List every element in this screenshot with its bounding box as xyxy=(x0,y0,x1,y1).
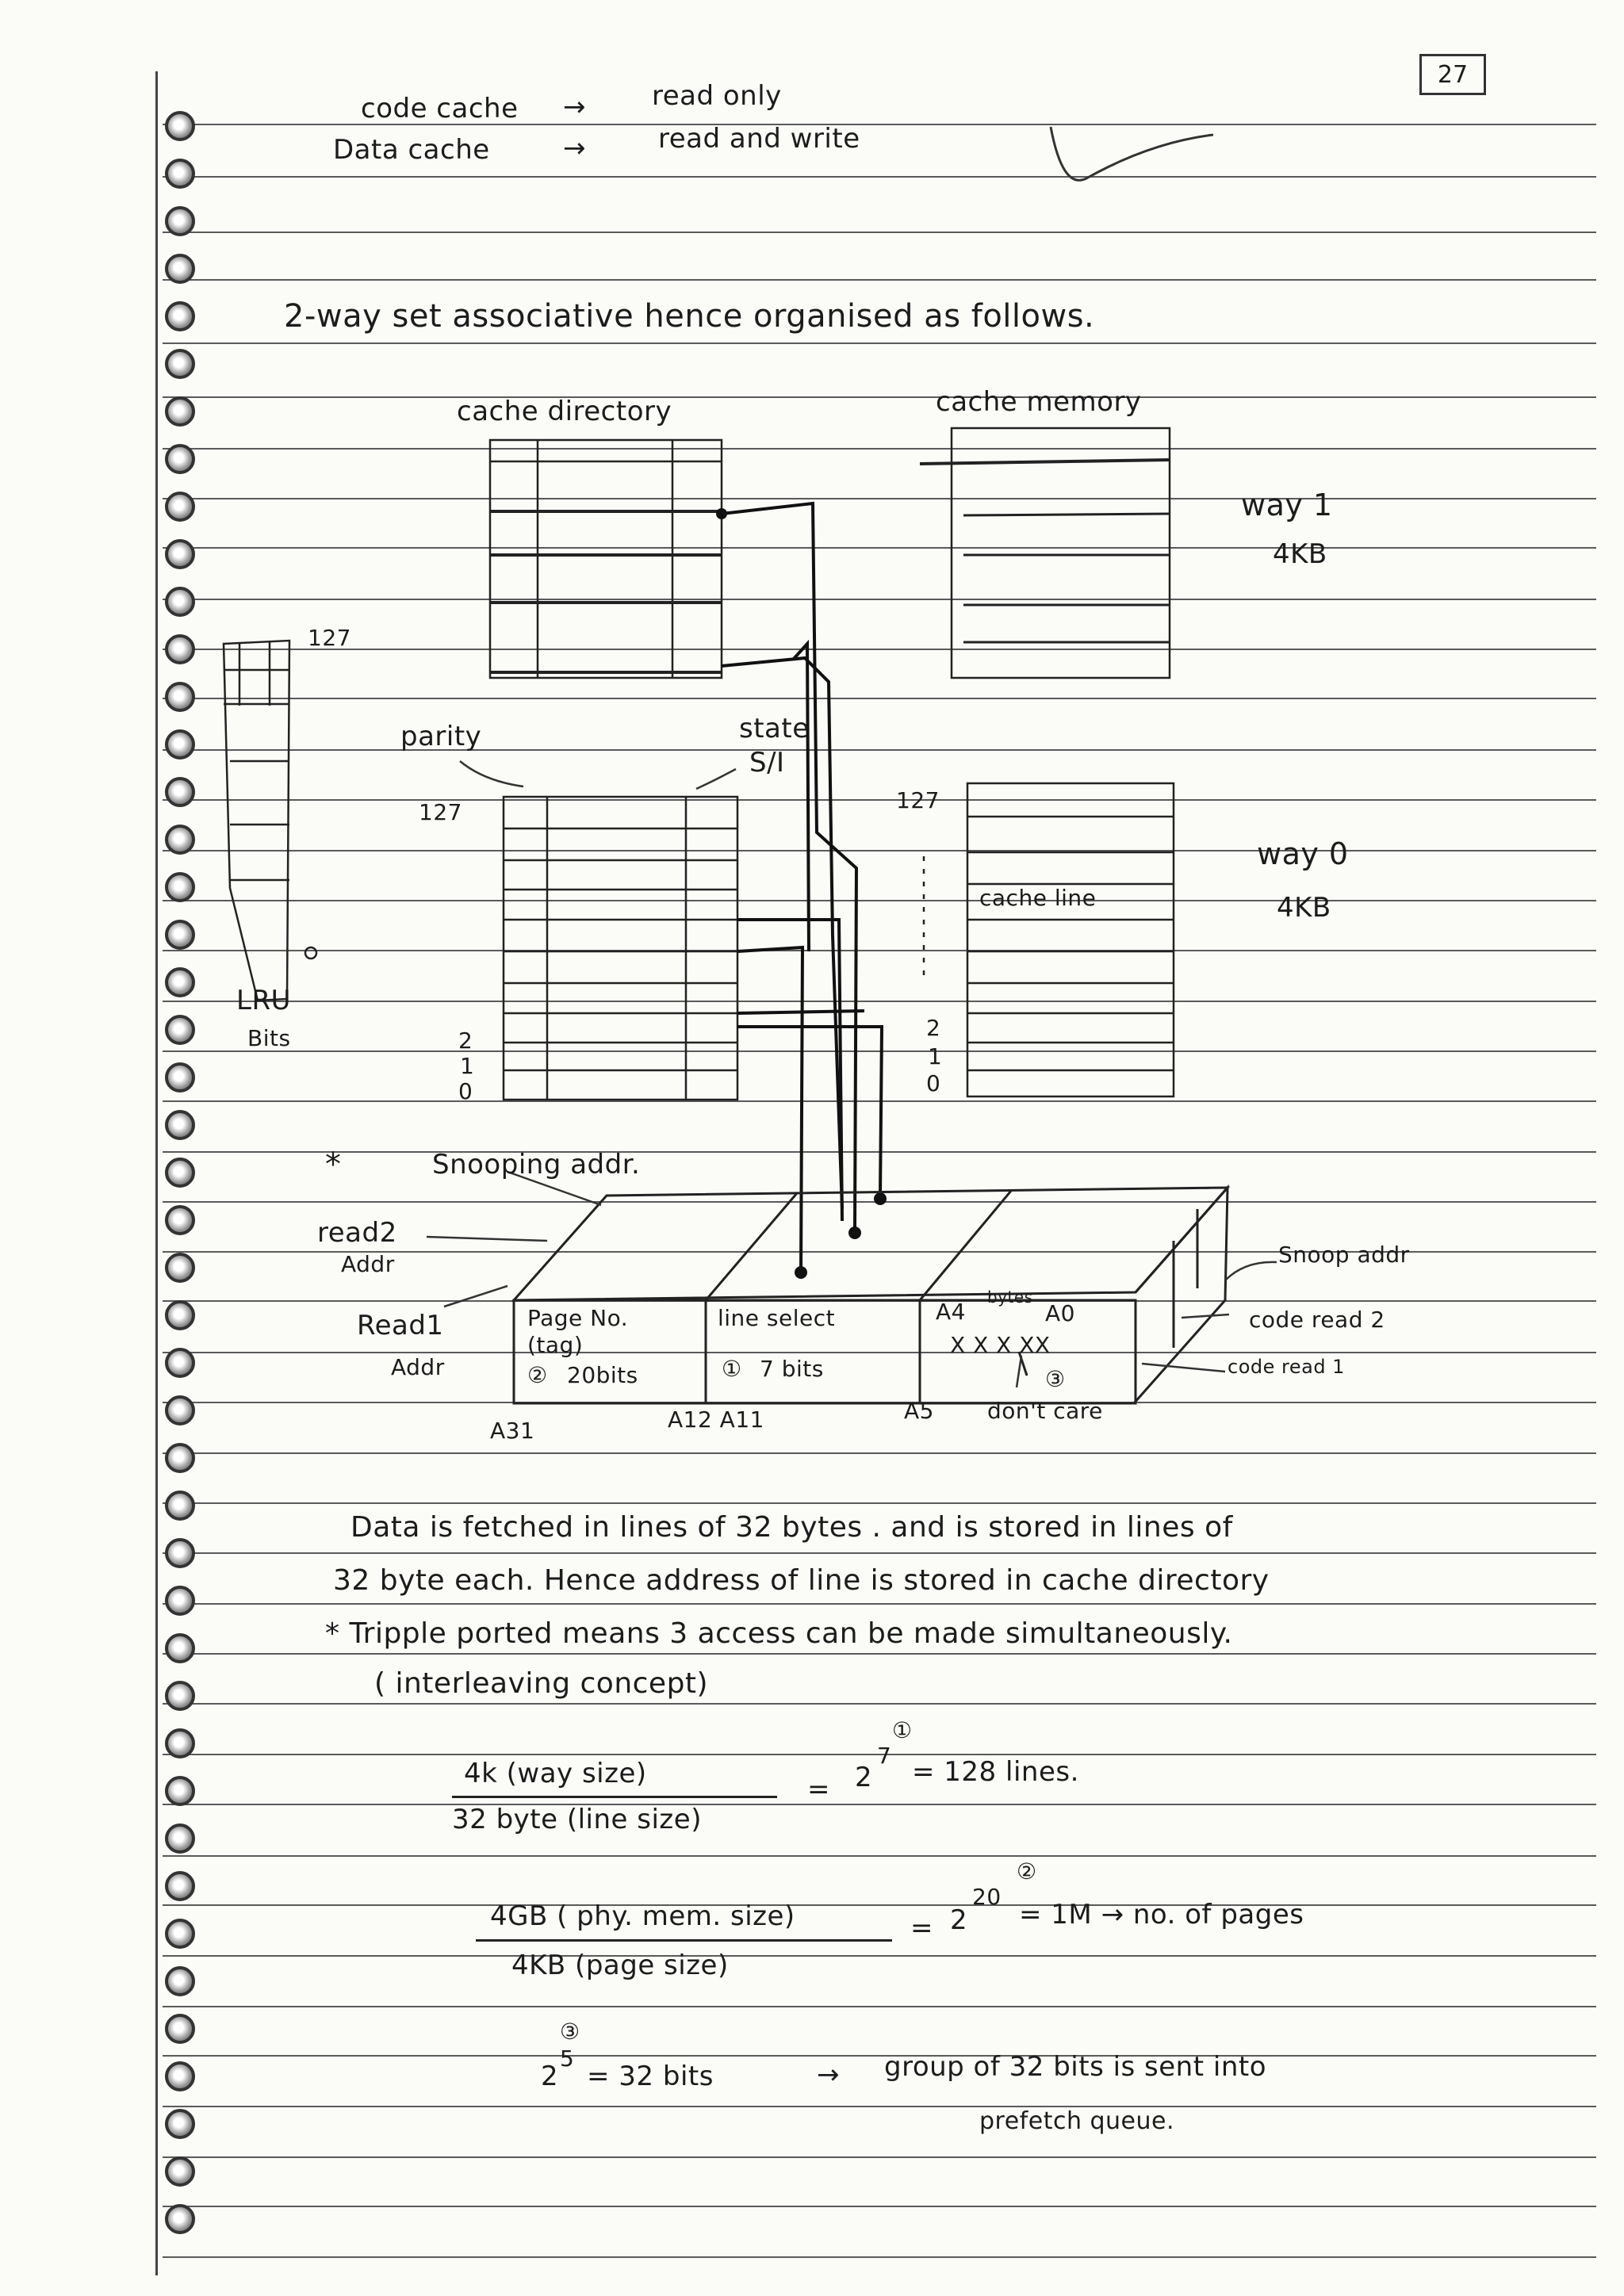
lru-bits-column xyxy=(224,641,316,1001)
arrow-icon: → xyxy=(563,132,586,164)
dont-care-label: don't care xyxy=(987,1398,1103,1424)
a4-label: A4 xyxy=(936,1299,966,1325)
formula2-equals: = xyxy=(910,1912,933,1944)
intro-line: 2-way set associative hence organised as follows. xyxy=(284,298,1095,335)
code-read2-label: code read 2 xyxy=(1249,1307,1385,1333)
way0-label: way 0 xyxy=(1257,836,1349,871)
line-select-label: line select xyxy=(718,1305,836,1331)
formula2-result: = 1M → no. of pages xyxy=(1019,1899,1304,1931)
formula3-arrow: → xyxy=(817,2059,840,2091)
read1-label: Read1 xyxy=(357,1310,444,1341)
read2-addr-label: Addr xyxy=(341,1251,395,1277)
cache-directory-label: cache directory xyxy=(457,396,672,427)
mem-index-0: 0 xyxy=(926,1070,941,1096)
formula1-base: 2 xyxy=(855,1762,873,1793)
code-cache-label: code cache xyxy=(361,93,519,124)
bytes-marker: ③ xyxy=(1045,1366,1066,1392)
dir-index-1: 1 xyxy=(460,1053,475,1079)
bytes-label: bytes xyxy=(987,1288,1033,1307)
page-no-bits: 20bits xyxy=(567,1362,638,1388)
formula2-marker: ② xyxy=(1017,1858,1037,1885)
formula3-base: 2 xyxy=(541,2061,559,2092)
paragraph-line-3: * Tripple ported means 3 access can be made simultaneously. xyxy=(325,1617,1233,1650)
formula1-bar xyxy=(452,1796,777,1798)
star-icon: * xyxy=(325,1146,342,1183)
lru-bits-label: Bits xyxy=(247,1025,291,1051)
formula1-equals: = xyxy=(807,1774,830,1805)
data-cache-desc: read and write xyxy=(658,123,860,155)
formula2-exponent: 20 xyxy=(972,1884,1002,1910)
state-si-label: S/I xyxy=(749,747,785,779)
way1-label: way 1 xyxy=(1241,488,1333,522)
a12-a11-label: A12 A11 xyxy=(668,1406,764,1433)
lru-top-index: 127 xyxy=(308,625,351,651)
cache-memory-way1 xyxy=(920,428,1170,678)
a0-label: A0 xyxy=(1045,1300,1075,1326)
snooping-addr-label: Snooping addr. xyxy=(432,1149,641,1181)
formula3-desc-1: group of 32 bits is sent into xyxy=(884,2051,1266,2083)
data-cache-label: Data cache xyxy=(333,134,490,166)
check-mark-icon xyxy=(1051,127,1213,180)
formula2-bar xyxy=(476,1939,892,1942)
cache-directory-way0 xyxy=(504,797,737,1100)
page-number: 27 xyxy=(1419,54,1486,95)
cache-line-label: cache line xyxy=(979,885,1097,911)
dont-care-bits: X X X XX xyxy=(950,1332,1051,1358)
dir-index-top: 127 xyxy=(419,799,462,825)
lru-label: LRU xyxy=(236,985,291,1016)
tag-label: (tag) xyxy=(527,1332,584,1358)
formula2-base: 2 xyxy=(950,1904,968,1936)
mem-index-top: 127 xyxy=(896,787,940,813)
snoop-addr-label: Snoop addr xyxy=(1278,1242,1410,1268)
tag-connect-wires xyxy=(718,503,885,1277)
formula3-exponent: 5 xyxy=(560,2045,575,2072)
state-label: state xyxy=(739,713,810,744)
paragraph-line-2: 32 byte each. Hence address of line is stored in cache directory xyxy=(333,1564,1270,1597)
formula2-denominator: 4KB (page size) xyxy=(511,1950,729,1981)
page-no-label: Page No. xyxy=(527,1305,629,1331)
formula1-exponent: 7 xyxy=(877,1743,892,1769)
way0-size: 4KB xyxy=(1277,892,1331,924)
read2-label: read2 xyxy=(317,1217,397,1249)
dir-index-0: 0 xyxy=(458,1078,473,1104)
parity-label: parity xyxy=(400,721,482,752)
arrow-icon: → xyxy=(563,91,586,123)
formula1-denominator: 32 byte (line size) xyxy=(452,1804,702,1835)
mem-index-2: 2 xyxy=(926,1015,941,1041)
paragraph-line-4: ( interleaving concept) xyxy=(374,1667,709,1700)
formula3-marker: ③ xyxy=(560,2019,580,2045)
formula3-desc-2: prefetch queue. xyxy=(979,2107,1175,2135)
a31-label: A31 xyxy=(490,1418,535,1444)
page-no-marker: ② xyxy=(527,1362,548,1388)
paragraph-line-1: Data is fetched in lines of 32 bytes . and is stored in lines of xyxy=(350,1511,1233,1544)
dir-index-2: 2 xyxy=(458,1027,473,1054)
code-cache-desc: read only xyxy=(652,80,782,112)
formula1-numerator: 4k (way size) xyxy=(464,1758,647,1789)
code-read1-label: code read 1 xyxy=(1228,1356,1345,1378)
formula1-result: = 128 lines. xyxy=(912,1756,1079,1788)
formula2-numerator: 4GB ( phy. mem. size) xyxy=(490,1900,795,1932)
a5-label: A5 xyxy=(904,1398,934,1424)
line-select-marker: ① xyxy=(722,1356,742,1382)
cache-memory-label: cache memory xyxy=(936,386,1142,418)
cache-directory-way1 xyxy=(490,440,722,678)
formula1-marker: ① xyxy=(892,1717,913,1743)
way1-size: 4KB xyxy=(1273,538,1327,570)
line-select-bits: 7 bits xyxy=(760,1356,824,1382)
mem-index-1: 1 xyxy=(928,1043,943,1070)
formula3-result: = 32 bits xyxy=(587,2061,714,2092)
read1-addr-label: Addr xyxy=(391,1354,445,1380)
cache-memory-way0 xyxy=(924,783,1174,1096)
